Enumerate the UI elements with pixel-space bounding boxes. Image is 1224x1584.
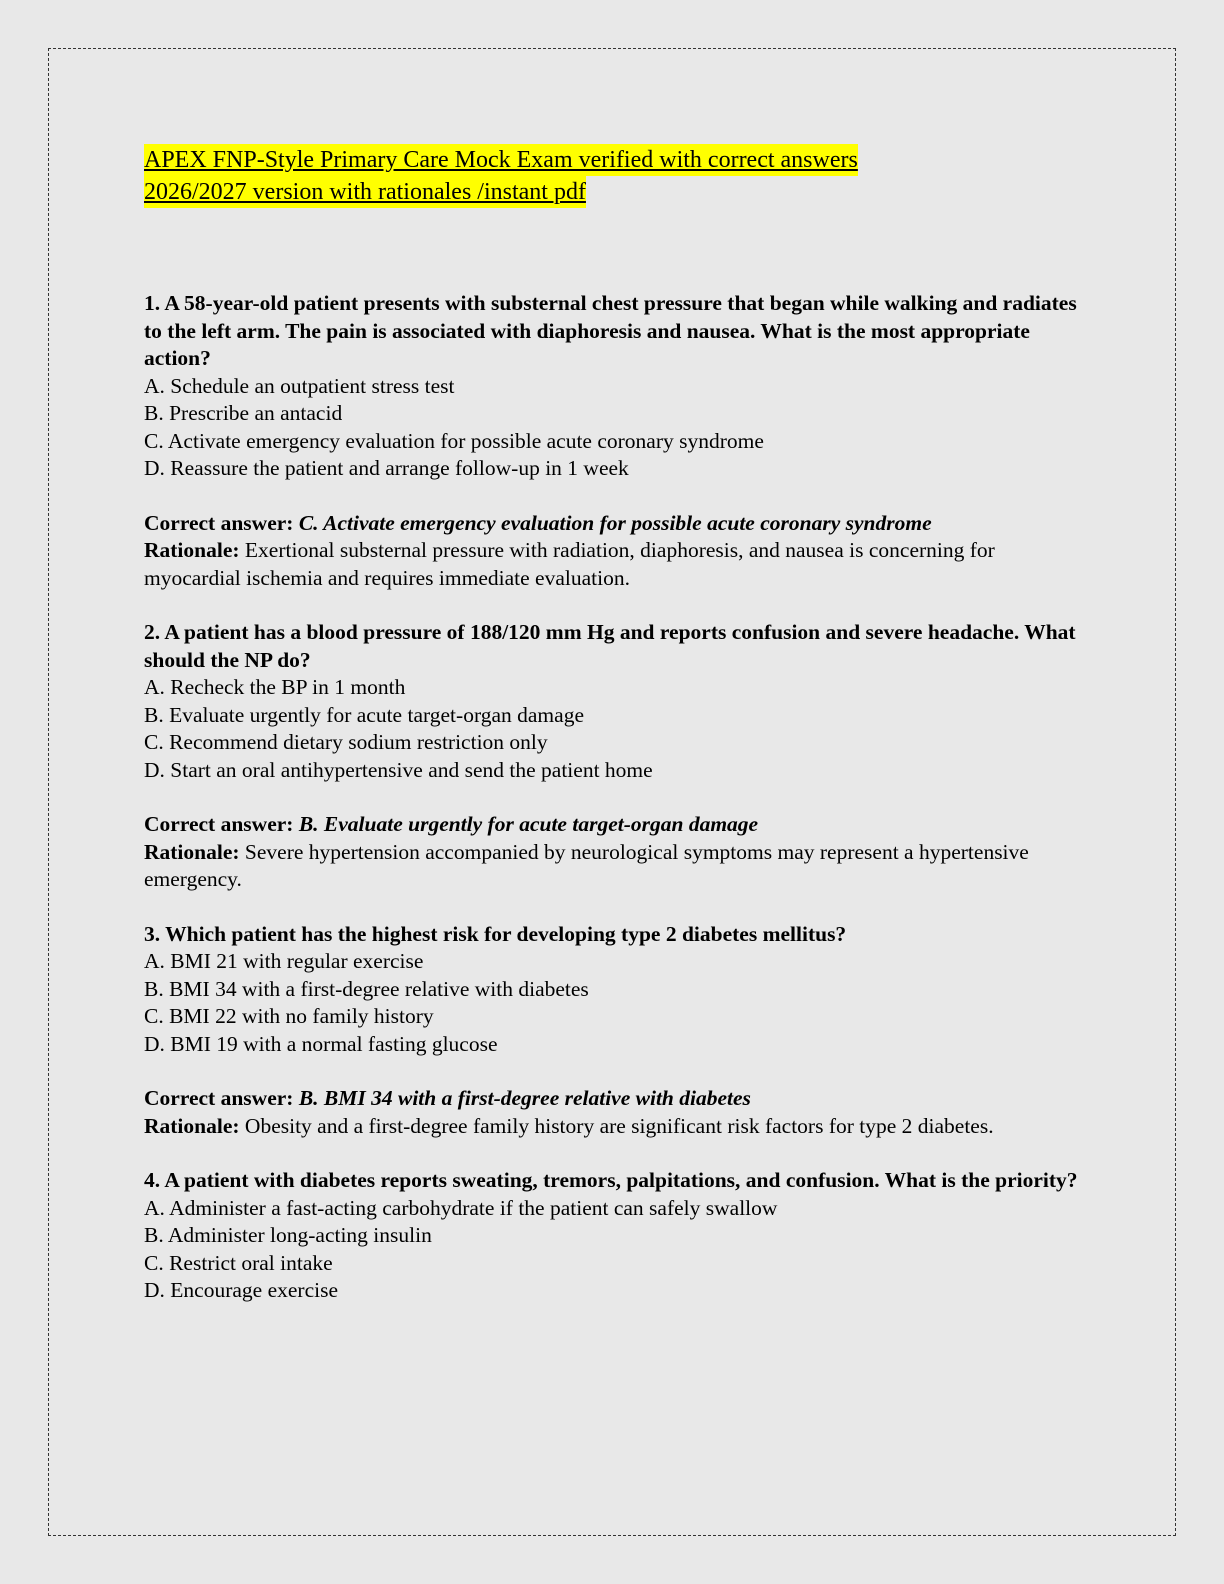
rationale-label: Rationale: bbox=[144, 839, 240, 864]
option-a: A. Administer a fast-acting carbohydrate if the patient can safely swallow bbox=[144, 1195, 778, 1220]
option-d: D. Encourage exercise bbox=[144, 1278, 338, 1302]
correct-answer-text: C. Activate emergency evaluation for possible acute coronary syndrome bbox=[298, 510, 932, 535]
question-1 bbox=[144, 290, 1084, 592]
option-d: D. Start an oral antihypertensive and send the patient home bbox=[144, 757, 653, 782]
correct-answer-label: Correct answer: bbox=[144, 510, 294, 535]
question-stem: 2. A patient has a blood pressure of 188/120 mm Hg and reports confusion and severe headache. What should the NP do? bbox=[144, 620, 1076, 672]
option-a: A. Schedule an outpatient stress test bbox=[144, 373, 455, 398]
rationale-line bbox=[144, 839, 1084, 894]
option-c: C. BMI 22 with no family history bbox=[144, 1004, 434, 1028]
question-stem: 1. A 58-year-old patient presents with substernal chest pressure that began while walking and radiates to the left arm. The pain is associated with diaphoresis and nausea. What is the most appropriate action? bbox=[144, 291, 1077, 370]
option-a: A. BMI 21 with regular exercise bbox=[144, 949, 424, 973]
document-title bbox=[144, 144, 1084, 208]
rationale-label: Rationale: bbox=[144, 538, 240, 562]
rationale-label: Rationale: bbox=[144, 1113, 240, 1138]
correct-answer-line bbox=[144, 510, 1084, 538]
question-stem: 4. A patient with diabetes reports sweating, tremors, palpitations, and confusion. What is the priority? bbox=[144, 1168, 1078, 1192]
option-c: C. Recommend dietary sodium restriction only bbox=[144, 730, 548, 754]
rationale-line bbox=[144, 537, 1084, 592]
option-b: B. Prescribe an antacid bbox=[144, 401, 343, 425]
question-stem: 3. Which patient has the highest risk for developing type 2 diabetes mellitus? bbox=[144, 921, 847, 946]
correct-answer-text: B. Evaluate urgently for acute target-organ damage bbox=[298, 812, 759, 836]
option-c: C. Activate emergency evaluation for possible acute coronary syndrome bbox=[144, 428, 764, 453]
option-a: A. Recheck the BP in 1 month bbox=[144, 675, 406, 699]
correct-answer-line bbox=[144, 1085, 1084, 1113]
rationale-text: Severe hypertension accompanied by neurological symptoms may represent a hypertensive emergency. bbox=[144, 839, 1029, 891]
question-4 bbox=[144, 1167, 1084, 1305]
question-2 bbox=[144, 619, 1084, 894]
option-b: B. Administer long-acting insulin bbox=[144, 1223, 432, 1247]
answer-block bbox=[144, 510, 1084, 593]
document-body bbox=[144, 144, 1084, 1332]
option-c: C. Restrict oral intake bbox=[144, 1250, 333, 1275]
rationale-text: Exertional substernal pressure with radiation, diaphoresis, and nausea is concerning for myocardial ischemia and requires immediate evaluation. bbox=[144, 538, 995, 590]
option-b: B. BMI 34 with a first-degree relative with diabetes bbox=[144, 976, 589, 1001]
correct-answer-label: Correct answer: bbox=[144, 812, 294, 836]
correct-answer-line bbox=[144, 811, 1084, 839]
option-d: D. BMI 19 with a normal fasting glucose bbox=[144, 1031, 498, 1056]
title-line-1: APEX FNP-Style Primary Care Mock Exam verified with correct answers bbox=[144, 144, 858, 176]
answer-block bbox=[144, 1085, 1084, 1140]
rationale-line bbox=[144, 1113, 1084, 1141]
answer-block bbox=[144, 811, 1084, 894]
rationale-text: Obesity and a first-degree family history are significant risk factors for type 2 diabetes. bbox=[244, 1113, 994, 1138]
title-line-2: 2026/2027 version with rationales /instant pdf bbox=[144, 176, 586, 208]
correct-answer-label: Correct answer: bbox=[144, 1086, 294, 1110]
option-b: B. Evaluate urgently for acute target-organ damage bbox=[144, 702, 584, 727]
option-d: D. Reassure the patient and arrange follow-up in 1 week bbox=[144, 456, 629, 480]
question-3 bbox=[144, 921, 1084, 1141]
correct-answer-text: B. BMI 34 with a first-degree relative with diabetes bbox=[298, 1086, 751, 1110]
